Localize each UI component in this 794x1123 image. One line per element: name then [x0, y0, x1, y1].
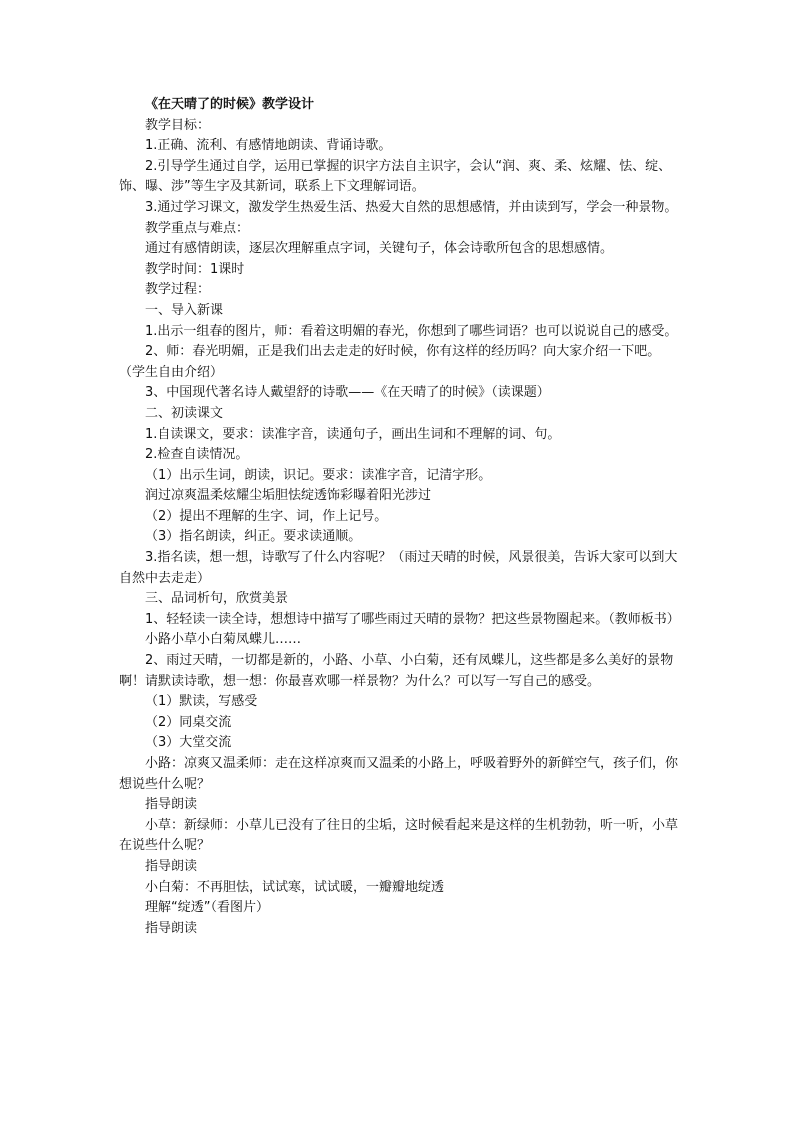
paragraph: 小路小草小白菊凤蝶儿……	[145, 632, 302, 648]
vocabulary-list: 润过凉爽温柔炫耀尘垢胆怯绽透饰彩曝着阳光涉过	[145, 488, 432, 504]
paragraph: 小草：新绿师：小草儿已没有了往日的尘垢，这时候看起来是这样的生机勃勃，听一听，小草在说些什么呢？	[119, 817, 679, 854]
paragraph: 理解“绽透”（看图片）	[145, 900, 269, 916]
paragraph: （1）默读，写感受	[145, 694, 258, 710]
paragraph: 3.指名读，想一想，诗歌写了什么内容呢？（雨过天晴的时候，风景很美，告诉大家可以到大自然中去走走）	[119, 550, 678, 586]
paragraph: 3.通过学习课文，激发学生热爱生活、热爱大自然的思想感情，并由读到写，学会一种景物。	[145, 199, 678, 215]
paragraph: （2）同桌交流	[145, 714, 232, 730]
paragraph: （3）大堂交流	[145, 735, 232, 751]
section-heading-process: 教学过程：	[145, 282, 211, 298]
paragraph: 通过有感情朗读，逐层次理解重点字词，关键句子，体会诗歌所包含的思想感情。	[145, 241, 614, 257]
section-heading-key-points: 教学重点与难点：	[145, 220, 250, 236]
section-heading: 二、初读课文	[145, 405, 224, 421]
paragraph: 指导朗读	[145, 920, 198, 936]
section-heading: 一、导入新课	[145, 302, 224, 318]
document-page	[119, 95, 679, 939]
paragraph: 2、师：春光明媚，正是我们出去走走的好时候，你有这样的经历吗？向大家介绍一下吧。（学生自由介绍）	[119, 344, 661, 380]
paragraph: 1.正确、流利、有感情地朗读、背诵诗歌。	[145, 138, 392, 154]
paragraph: 1.出示一组春的图片，师：看着这明媚的春光，你想到了哪些词语？也可以说说自己的感受。	[145, 323, 678, 339]
paragraph: 1、轻轻读一读全诗，想想诗中描写了哪些雨过天晴的景物？把这些景物圈起来。（教师板书）	[145, 611, 680, 627]
paragraph: （3）指名朗读，纠正。要求读通顺。	[145, 529, 362, 545]
paragraph: （2）提出不理解的生字、词，作上记号。	[145, 508, 388, 524]
paragraph: 指导朗读	[145, 858, 198, 874]
section-heading-objectives: 教学目标：	[145, 117, 211, 133]
paragraph: 2.引导学生通过自学，运用已掌握的识字方法自主识字，会认“润、爽、柔、炫耀、怯、绽、饰、曝、涉”等生字及其新词，联系上下文理解词语。	[119, 158, 672, 195]
paragraph: 2、雨过天晴，一切都是新的，小路、小草、小白菊，还有凤蝶儿，这些都是多么美好的景物啊！请默读诗歌，想一想：你最喜欢哪一样景物？为什么？可以写一写自己的感受。	[119, 653, 674, 689]
paragraph: 小白菊：不再胆怯，试试寒，试试暖，一瓣瓣地绽透	[145, 879, 445, 895]
paragraph: （1）出示生词，朗读，识记。要求：读准字音，记清字形。	[145, 467, 492, 483]
section-heading: 三、品词析句，欣赏美景	[145, 591, 289, 607]
paragraph: 教学时间：1课时	[145, 261, 245, 277]
paragraph: 指导朗读	[145, 797, 198, 813]
paragraph: 3、中国现代著名诗人戴望舒的诗歌——《在天晴了的时候》（读课题）	[145, 385, 550, 401]
document-title: 《在天晴了的时候》教学设计	[145, 97, 315, 112]
paragraph: 小路：凉爽又温柔师：走在这样凉爽而又温柔的小路上，呼吸着野外的新鲜空气，孩子们，你想说些什么呢？	[119, 756, 679, 792]
paragraph: 1.自读课文，要求：读准字音，读通句子，画出生词和不理解的词、句。	[145, 426, 561, 442]
paragraph: 2.检查自读情况。	[145, 447, 249, 463]
